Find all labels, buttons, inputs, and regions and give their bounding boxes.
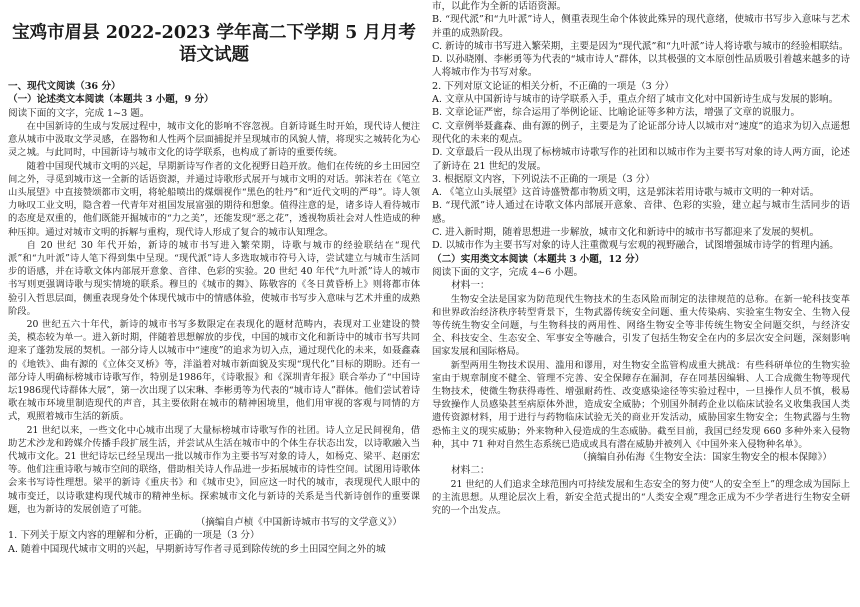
- question-text: C. 进入新时期，随着思想进一步解放，城市文化和新诗中的城市书写都迎来了发展的契机。: [432, 227, 820, 239]
- left-column: [8, 0, 420, 556]
- material-paragraph: 新型两用生物技术误用、滥用和谬用，对生物安全监管构成重大挑战：有些科研单位的生物实验室由于规章制度不健全、管理不完善、安全保障存在漏洞，存在同基因编辑、人工合成微生物等现代生物技术，使微生物获得毒性、增强耐药性、改变感染途径等实验过程中，一旦操作人员不慎，极易导致操作人员感染甚至病原体外泄，造成安全威胁；个别国外制药企业以临床试验名义收集我国人类遗传资源材料，用于进行与药物临床试验无关的商业开发活动，威胁国家生物安全；生物武器与生物恐怖主义的现实威胁；外来物种入侵造成的生态威胁。截至目前，我国已经发现 660 多种外来入侵物种，其中 71 种对自然生态系统已造成或具有潜在威胁并被列入《中国外来入侵物种名单》。: [432, 359, 850, 450]
- question-text: D. 以孙晓刚、李彬勇等为代表的“城市诗人”群体，以其极强的文本原创性品质吸引着越来越多的诗人将城市作为书写对象。: [432, 54, 850, 79]
- right-column: [432, 0, 850, 517]
- question-text: C. 文章例举聂鑫森、曲有源的例子，主要是为了论证部分诗人以城市对“速度”的追求为切入点遥想现代化的未来的观点。: [432, 120, 850, 145]
- instruction: 阅读下面的文字，完成 4~6 小题。: [432, 266, 584, 278]
- instruction: 阅读下面的文字，完成 1~3 题。: [8, 107, 150, 119]
- passage-paragraph: 自 20 世纪 30 年代开始，新诗的城市书写进入繁荣期，诗歌与城市的经验联结在“现代派”和“九叶派”诗人笔下得到集中呈现。“现代派”诗人多选取城市符号入诗，尝试建立与城市生活同步的语感，并在诗歌文体内部展开意象、音律、色彩的实验。20 世纪 40 年代“九叶派”诗人的城市书写则更强调诗歌与现实情境的联系。穆旦的《城市的舞》、陈敬容的《冬日黄昏桥上》则将都市体验引入哲思层面，侧重表现身处个体现代城市中的情感体验，使城市书写步入意味与艺术并重的成熟阶段。: [8, 239, 420, 317]
- question-text: A. 《笔立山头展望》这首诗盛赞都市物质文明，这是郭沫若用诗歌与城市文明的一种对话。: [432, 187, 820, 199]
- question-text: C. 新诗的城市书写进入繁荣期，主要是因为“现代派”和“九叶派”诗人将诗歌与城市的经验相联结。: [432, 40, 849, 52]
- subsection-heading: （一）论述类文本阅读（本题共 3 小题，9 分）: [8, 94, 214, 106]
- question-text: D. 文章最后一段从出现了标榜城市诗歌写作的社团和以城市作为主要书写对象的诗人两方面，论述了新诗在 21 世纪的发展。: [432, 147, 850, 172]
- source-citation: （摘编自卢桢《中国新诗城市书写的文学意义》）: [195, 516, 402, 528]
- title-line-2: 语文试题: [179, 45, 249, 65]
- question-text: B. 文章论证严密，综合运用了举例论证、比喻论证等多种方法，增强了文章的说服力。: [432, 107, 801, 119]
- passage-paragraph: 21 世纪以来，一些文化中心城市出现了大量标榜城市诗歌写作的社团。诗人立足民间视角，借助艺术沙龙和跨媒介传播手段扩展生活，并尝试从生活在城市中的个体生存状态出发，以诗歌融入当代城市文化。21 世纪诗坛已经呈现出一批以城市作为主要书写对象的诗人，如杨克、梁平、赵丽宏等。他们注重诗歌与城市空间的联络，借助相关诗人作品进一步拓展城市的诗性空间。试图用诗歌体会来书写诗性理想。梁平的新诗《重庆书》和《城市史》，回应这一时代的城市，表现现代人眼中的城市变迁，以诗歌建构现代城市的精神坐标。探索城市文化与新诗的关系是当代新诗创作的重要课题，也为新诗的发展创造了可能。: [8, 424, 420, 515]
- material-label: 材料一：: [451, 280, 490, 292]
- section-heading: 一、现代文阅读（36 分）: [8, 81, 121, 92]
- material-paragraph: 生物安全法是国家为防范现代生物技术的生态风险而制定的法律规范的总称。在新一轮科技变革和世界政治经济秩序转型背景下，生物武器传统安全问题、重大传染病、实验室生物安全、生物入侵等传统生物安全问题，与生物科技的两用性、网络生物安全等非传统生物安全问题交织，与经济安全、科技安全、生态安全、军事安全等融合，引发了包括生物安全在内的多层次安全问题，深刻影响国家发展和国际格局。: [432, 293, 850, 358]
- title-line-1: 宝鸡市眉县 2022-2023 学年高二下学期 5 月月考: [12, 23, 416, 43]
- question-1: 1. 下列关于原文内容的理解和分析，正确的一项是（3 分）: [8, 530, 260, 542]
- question-1-option-a: A. 随着中国现代城市文明的兴起，早期新诗写作者寻觅到除传统的乡土田园空间之外的城: [8, 543, 386, 555]
- question-text: B. “现代派”诗人通过在诗歌文体内部展开意象、音律、色彩的实验，建立起与城市生活同步的语感。: [432, 200, 850, 225]
- material-label: 材料二：: [451, 465, 490, 477]
- passage-paragraph: 20 世纪五六十年代，新诗的城市书写多数限定在表现化的题材范畴内，表现对工业建设的赞美，模态较为单一。进入新时期，伴随着思想解放的步伐，中国的城市文化和新诗中的城市书写共同迎来了蓬勃发展的契机。一部分诗人以城市中“速度”的追求为切入点，通过现代化的未来，如聂鑫森的《地铁》、曲有源的《立体交叉桥》等，洋溢着对城市新面貌及实现“现代化”目标的期盼。还有一部分诗人明确标榜城市诗歌写作，特别是1986年，《诗歌报》和《深圳青年报》联合举办了“中国诗坛1986现代诗群体大展”，第一次出现了以宋琳、李彬勇等为代表的“城市诗人”群体。他们尝试着诗歌在城市环境里制造现代的声音，其主要依附在城市的精神困境里，他们用审视的客观与同情的方式，观照着城市生活的新质。: [8, 318, 420, 423]
- question-text: D. 以城市作为主要书写对象的诗人注重微观与宏观的视野融合，试图增强城市诗学的哲理内涵。: [432, 240, 839, 252]
- source-citation: （摘编自孙佑海《生物安全法：国家生物安全的根本保障》）: [577, 451, 832, 463]
- material-paragraph: 21 世纪的人们追求全球范围内可持续发展和生态安全的努力使“人的安全至上”的理念成为国际上的主流思想。从理论层次上看，新安全范式提出的“人类安全观”理念正成为不少学者进行生物安全研究的一个出发点。: [432, 478, 850, 516]
- question-text: B. “现代派”和“九叶派”诗人，侧重表现生命个体彼此殊异的现代意绪，使城市书写步入意味与艺术并重的成熟阶段。: [432, 14, 850, 39]
- passage-paragraph: 在中国新诗的生成与发展过程中，城市文化的影响不容忽视。自新诗诞生时开始，现代诗人便注意从城市中汲取文学灵感，在器物和人性两个层面捕捉并呈现城市的风貌人情，将现实之城转化为心灵之城。与此同时，中国新诗与城市文化的诗学联系，也构成了新诗的重要传统。: [8, 120, 420, 159]
- question-text: 2. 下列对原文论证的相关分析，不正确的一项是（3 分）: [432, 80, 675, 92]
- question-text: 3. 根据原文内容，下列说法不正确的一项是（3 分）: [432, 173, 655, 185]
- question-text: A. 文章从中国新诗与城市的诗学联系入手，重点介绍了城市文化对中国新诗生成与发展的影响。: [432, 94, 839, 106]
- question-text: 市，以此作为全新的话语资源。: [432, 1, 567, 12]
- subsection-heading: （二）实用类文本阅读（本题共 3 小题，12 分）: [432, 253, 645, 265]
- passage-paragraph: 随着中国现代城市文明的兴起，早期新诗写作者的文化视野日趋开放。他们在传统的乡土田园空间之外，寻觅到城市这一全新的话语资源，并通过诗歌形式展开与城市文明的对话。郭沫若在《笔立山头展望》中直接赞颂都市文明，将轮船喷出的煤烟视作“黑色的牡丹”和“近代文明的严母”。诗人领力咏叹工业文明，隐含着一代青年对祖国发展富强的期待和想象。值得注意的是，诸多诗人看待城市的态度是双重的，他们既能开掘城市的“力之美”，还能发现“恶之花”，透视物质社会对人性造成的种种压抑。通过对城市文明的拆解与重构，现代诗人形成了复合的城市认知理念。: [8, 160, 420, 238]
